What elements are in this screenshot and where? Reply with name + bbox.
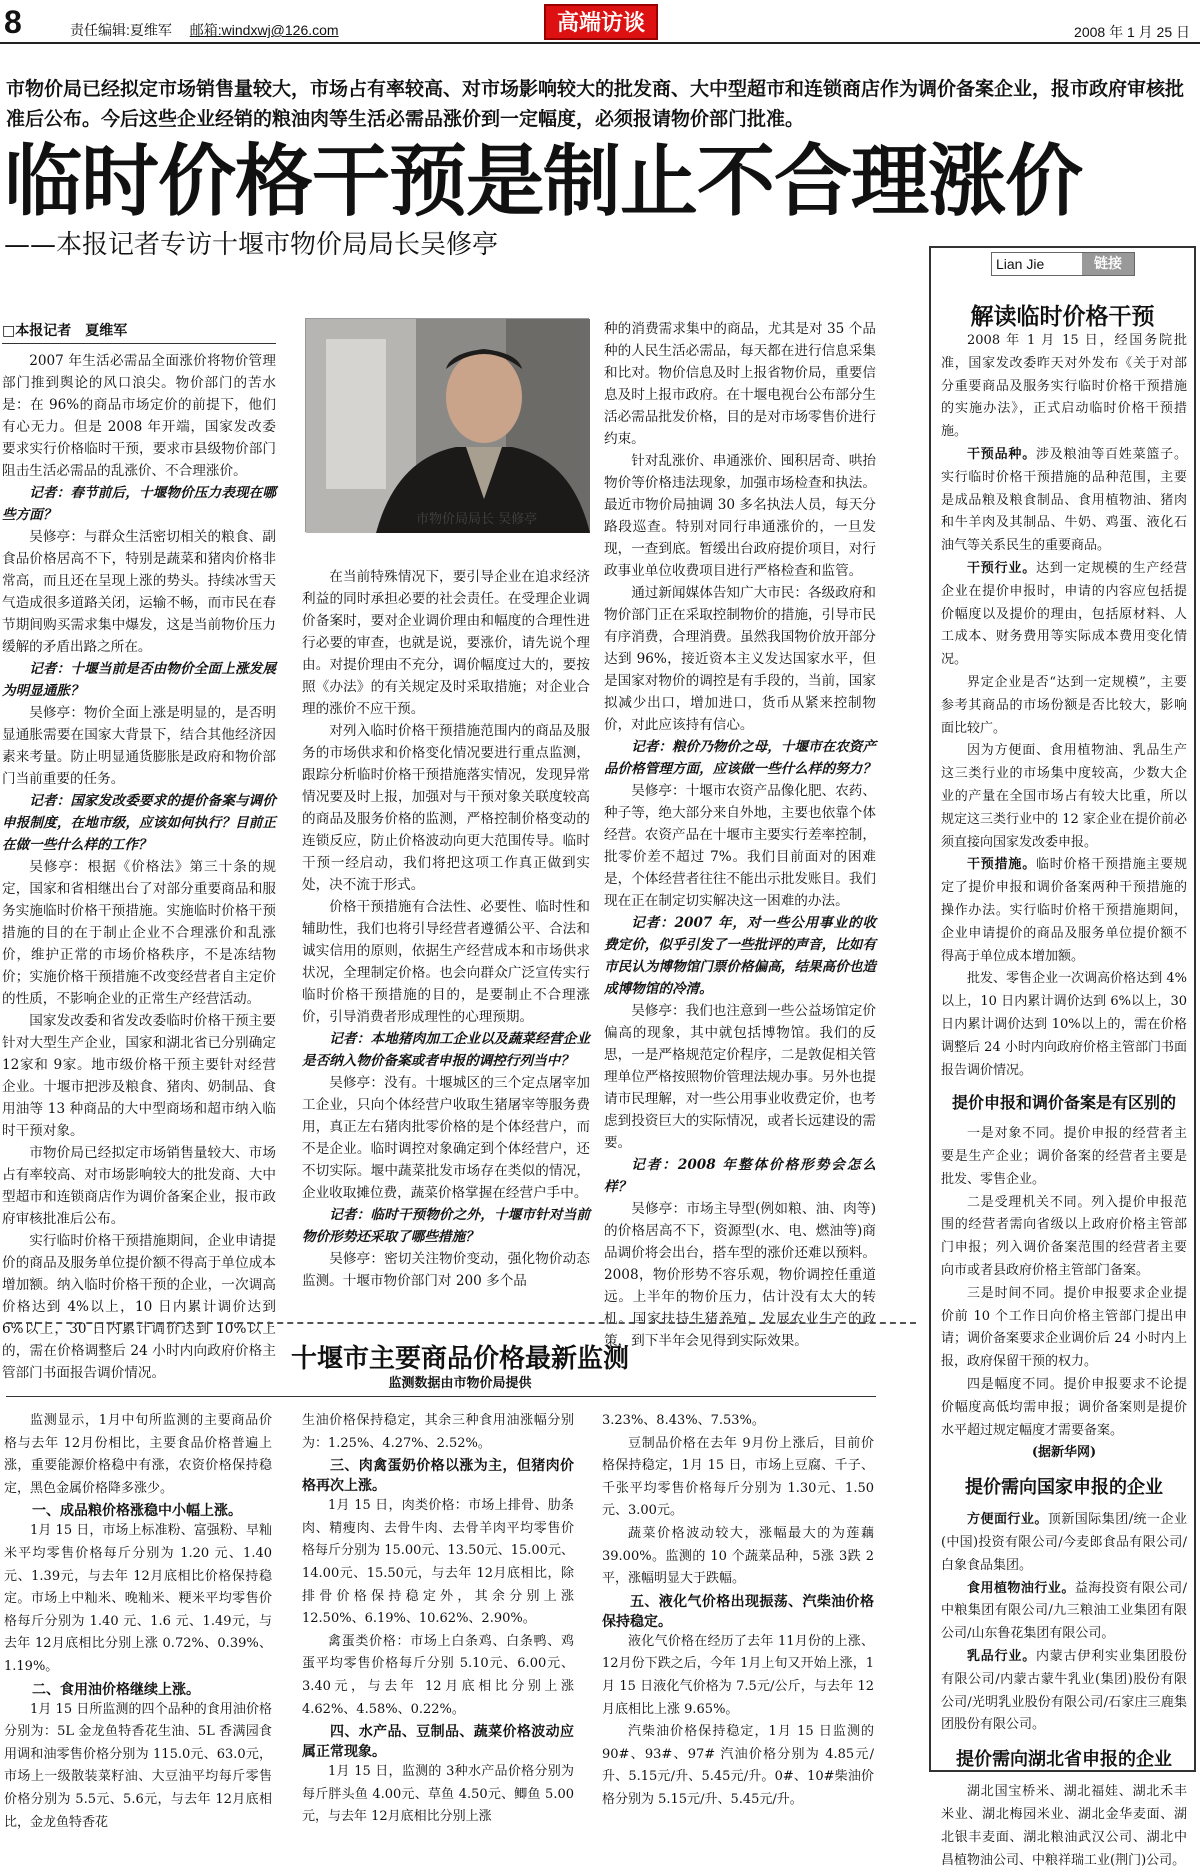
paragraph: 吴修亭：十堰市农资产品像化肥、农药、种子等，绝大部分来自外地，主要也依靠个体经营。农资产品在十堰市主要实行差率控制，批零价差不超过 7%。我们目前面对的困难是，个体经营者往往不能出示批发账目。我们现在正在制定切实解决这一困难的办法。 (604, 783, 876, 909)
paragraph: 价格干预措施有合法性、必要性、临时性和辅助性，我们也将引导经营者遵循公平、合法和诚实信用的原则，依据生产经营成本和市场供求状况，全理制定价格。也会向群众广泛宣传实行临时价格干预措施的目的，是要制止不合理涨价，引导消费者形成理性的心理预期。 (302, 899, 590, 1025)
page-number: 8 (4, 4, 22, 40)
editor-mailbox-link[interactable]: 邮箱:windxwj@126.com (189, 22, 339, 38)
paragraph-lead-term: 乳品行业。 (967, 1649, 1036, 1665)
interview-question: 记者：粮价乃物价之母，十堰市在农资产品价格管理方面，应该做一些什么样的努力？ (604, 739, 876, 777)
paragraph-text: 内蒙古伊利实业集团股份有限公司/内蒙古蒙牛乳业(集团)股份有限公司/光明乳业股份有限公司/石家庄三鹿集团股份有限公司。 (941, 1649, 1187, 1733)
monitor-section-title: 十堰市主要商品价格最新监测 (290, 1344, 629, 1374)
paragraph: 吴修亭：我们也注意到一些公益场馆定价偏高的现象，其中就包括博物馆。我们的反思，一是严格规范定价程序，二是敦促相关管理单位严格按照物价管理法规办事。另外也提请市民理解，对一些公用事业收费定价，也考虑到投资巨大的实际情况，或者长远建设的需要。 (604, 1003, 876, 1151)
paragraph: 对列入临时价格干预措施范围内的商品及服务的市场供求和价格变化情况要进行重点监测，跟踪分析临时价格干预措施落实情况，发现异常情况要及时上报，加强对与干预对象关联度较高的商品及服务价格的监测，严格控制价格变动的连锁反应，防止价格波动向更大范围传导。临时干预一经启动，我们将把这项工作真正做到实处，决不流于形式。 (302, 723, 590, 893)
paragraph-lead-term: 食用植物油行业。 (967, 1580, 1075, 1596)
paragraph: 2008 年 1 月 15 日，经国务院批准，国家发改委昨天对外发布《关于对部分重要商品及服务实行临时价格干预措施的实施办法》，正式启动临时价格干预措施。 (941, 333, 1187, 440)
interview-question: 记者：国家发改委要求的提价备案与调价申报制度，在地市级，应该如何执行？目前正在做一些什么样的工作？ (2, 793, 276, 853)
paragraph: 吴修亭：物价全面上涨是明显的，是否明显通胀需要在国家大背景下，结合其他经济因素来考量。防止明显通货膨胀是政府和物价部门当前重要的任务。 (2, 705, 276, 787)
monitor-column-3 (602, 1410, 874, 1812)
paragraph: 吴修亭：市场主导型(例如粮、油、肉等)的价格居高不下，资源型(水、电、燃油等)商品调价将会出台，搭车型的涨价还难以预料。2008，物价形势不容乐观，物价调控任重道远。上半年的物价压力，估计没有太大的转机。国家扶持生猪养殖，发展农业生产的政策，到下半年会见得到实际效果。 (604, 1201, 876, 1349)
paragraph: 四是幅度不同。提价申报要求不论提价幅度高低均需申报；调价备案则是提价水平超过规定幅度才需要备案。 (941, 1377, 1187, 1438)
paragraph: 汽柴油价格保持稳定，1月 15 日监测的 90#、93#、97# 汽油价格分别为 4.85元/升、5.15元/升、5.45元/升。0#、10#柴油价格分别为 5.15元/升、5.45元/升。 (602, 1724, 874, 1807)
interview-question: 记者：2007 年，对一些公用事业的收费定价，似乎引发了一些批评的声音，比如有市民认为博物馆门票价格偏高，结果高价也造成博物馆的冷清。 (604, 915, 876, 997)
paragraph (941, 1509, 1187, 1577)
issue-date: 2008 年 1 月 25 日 (1074, 24, 1190, 40)
paragraph-lead-term: 干预行业。 (967, 560, 1036, 576)
subheading: 五、液化气价格出现振荡、汽柴油价格保持稳定。 (602, 1593, 874, 1630)
portrait-image (306, 319, 590, 533)
paragraph: 因为方便面、食用植物油、乳品生产这三类行业的市场集中度较高，少数大企业的产量在全国市场占有较大比重，所以规定这三类行业中的 12 家企业在提价前必须直接向国家发改委申报。 (941, 743, 1187, 850)
paragraph (941, 1646, 1187, 1737)
sub-headline: ——本报记者专访十堰市物价局局长吴修亭 (4, 230, 499, 260)
paragraph: 吴修亭：密切关注物价变动，强化物价动态监测。十堰市物价部门对 200 多个品 (302, 1251, 590, 1289)
paragraph-lead-term: 方便面行业。 (967, 1512, 1048, 1528)
section-rule (6, 1396, 876, 1397)
lead-paragraph: 市物价局已经拟定市场销售量较大，市场占有率较高、对市场影响较大的批发商、大中型超市和连锁商店作为调价备案企业，报市政府审核批准后公布。今后这些企业经销的粮油肉等生活必需品涨价到一定幅度，必须报请物价部门批准。 (6, 78, 1185, 130)
paragraph: 1月 15 日，监测的 3种水产品价格分别为每斤胖头鱼 4.00元、草鱼 4.50元、鲫鱼 5.00元，与去年 12月底相比分别上涨 (302, 1764, 574, 1825)
subheading: 提价需向国家申报的企业 (965, 1477, 1163, 1499)
paragraph: 1月 15 日，肉类价格：市场上排骨、肋条肉、精瘦肉、去骨牛肉、去骨羊肉平均零售价格每斤分别为 15.00元、13.50元、15.00元、14.00元、15.50元，与去年 12月底相比，除排骨价格保持稳定外，其余分别上涨 12.50%、6.19%、10.62%、2.90%。 (302, 1498, 574, 1627)
paragraph-text: 达到一定规模的生产经营企业在提价申报时，申请的内容应包括提价幅度以及提价的理由，包括原材料、人工成本、财务费用等实际成本费用变化情况。 (941, 560, 1187, 668)
paragraph-text: 顶新国际集团/统一企业(中国)投资有限公司/今麦郎食品有限公司/白象食品集团。 (941, 1512, 1187, 1573)
subheading: 三、肉禽蛋奶价格以涨为主，但猪肉价格再次上涨。 (302, 1458, 574, 1495)
monitor-column-1 (4, 1410, 272, 1834)
paragraph-lead-term: 干预品种。 (967, 446, 1036, 462)
subheading: 一、成品粮价格涨稳中小幅上涨。 (32, 1503, 242, 1520)
paragraph (941, 1578, 1187, 1646)
link-pinyin: Lian Jie (996, 256, 1045, 272)
sidebar-box (929, 246, 1196, 1868)
paragraph: 生油价格保持稳定，其余三种食用油涨幅分别为：1.25%、4.27%、2.52%。 (302, 1413, 574, 1451)
interview-question: 记者：本地猪肉加工企业以及蔬菜经营企业是否纳入物价备案或者申报的调控行列当中？ (302, 1031, 590, 1069)
subheading: 提价需向湖北省申报的企业 (956, 1749, 1172, 1771)
paragraph: 通过新闻媒体告知广大市民：各级政府和物价部门正在采取控制物价的措施，引导市民有序消费，合理消费。虽然我国物价放开部分达到 96%，接近资本主义发达国家水平，但是国家对物价的调控是有手段的，当前，国家拟减少出口，增加进口，货币从紧来控制物价，对此应该持有信心。 (604, 585, 876, 733)
paragraph (941, 444, 1187, 558)
sidebar-title: 解读临时价格干预 (970, 304, 1155, 330)
subheading: 二、食用油价格继续上涨。 (32, 1681, 200, 1698)
subheading: 四、水产品、豆制品、蔬菜价格波动应属正常现象。 (302, 1724, 574, 1761)
article-column-1 (2, 350, 276, 1384)
editor-name: 责任编辑:夏维军 (70, 22, 172, 38)
paragraph-text: 益海投资有限公司/中粮集团有限公司/九三粮油工业集团有限公司/山东鲁花集团有限公司。 (941, 1580, 1187, 1642)
monitor-column-2 (302, 1410, 574, 1829)
page-header (0, 0, 1200, 44)
paragraph: 吴修亭：根据《价格法》第三十条的规定，国家和省相继出台了对部分重要商品和服务实施临时价格干预措施。实施临时价格干预措施的目的在于制止企业不合理涨价和乱涨价，维护正常的市场价格秩序，不是冻结物价；实施价格干预措施不改变经营者自主定价的性质，不影响企业的正常生产经营活动。 (2, 859, 276, 1007)
paragraph-lead-term: 干预措施。 (967, 857, 1036, 873)
paragraph: 三是时间不同。提价申报要求企业提价前 10 个工作日向价格主管部门提出申请；调价备案要求企业调价后 24 小时内上报，政府保留干预的权力。 (941, 1285, 1187, 1370)
portrait-photo (305, 318, 589, 532)
interview-question: 记者：春节前后，十堰物价压力表现在哪些方面？ (2, 485, 276, 523)
interview-question: 记者：十堰当前是否由物价全面上涨发展为明显通胀？ (2, 661, 276, 699)
paragraph: 蔬菜价格波动较大，涨幅最大的为莲藕 39.00%。监测的 10 个蔬菜品种，5涨 3跌 2平，涨幅明显大于跌幅。 (602, 1525, 874, 1587)
main-headline: 临时价格干预是制止不合理涨价 (4, 137, 1083, 227)
paragraph: 吴修亭：与群众生活密切相关的粮食、副食品价格居高不下，特别是蔬菜和猪肉价格非常高，而且还在呈现上涨的势头。持续冰雪天气造成很多道路关闭，运输不畅，而市民在春节期间购买需求集中爆发，这是当前物价压力缓解的矛盾出路之所在。 (2, 529, 276, 655)
subheading: 提价申报和调价备案是有区别的 (951, 1093, 1176, 1113)
section-badge: 高端访谈 (544, 4, 658, 40)
paragraph: 监测显示，1月中旬所监测的主要商品价格与去年 12月份相比，主要食品价格普遍上涨，重要能源价格稳中有涨，农资价格保持稳定，黑色金属价格降多涨少。 (4, 1413, 272, 1496)
paragraph: 界定企业是否“达到一定规模”，主要参考其商品的市场份额是否比较大，影响面比较广。 (941, 674, 1187, 736)
link-tag: 链接 (1082, 253, 1134, 275)
paragraph: 豆制品价格在去年 9月份上涨后，目前价格保持稳定，1月 15 日，市场上豆腐、千子、千张平均零售价格每斤分别为 1.30元、1.50元、3.00元。 (602, 1435, 874, 1519)
paragraph: 禽蛋类价格：市场上白条鸡、白条鸭、鸡蛋平均零售价格每斤分别 5.10元、6.00元、3.40元，与去年 12月底相比分别上涨 4.62%、4.58%、0.22%。 (302, 1633, 574, 1717)
editor-info (70, 20, 353, 40)
monitor-section-subtitle: 监测数据由市物价局提供 (388, 1376, 532, 1391)
paragraph: 3.23%、8.43%、7.53%。 (602, 1413, 765, 1428)
photo-caption: 市物价局局长 吴修亭 (416, 512, 538, 527)
paragraph: 2007 年生活必需品全面涨价将物价管理部门推到舆论的风口浪尖。物价部门的苦水是：在 96%的商品市场定价的前提下，他们有心无力。但是 2008 年开端，国家发改委要求实行价格临时干预，要求市县级物价部门阻击生活必需品的乱涨价、不合理涨价。 (2, 353, 276, 479)
paragraph: 市物价局已经拟定市场销售量较大、市场占有率较高、对市场影响较大的批发商、大中型超市和连锁商店作为调价备案企业，报市政府审核批准后公布。 (2, 1145, 276, 1227)
article-column-2 (302, 566, 590, 1292)
interview-question: 记者：2008 年整体价格形势会怎么样？ (604, 1157, 876, 1195)
byline: □本报记者 夏维军 (2, 320, 276, 344)
paragraph: 针对乱涨价、串通涨价、囤积居奇、哄抬物价等价格违法现象，加强市场检查和执法。最近市物价局抽调 30 多名执法人员，每天分路段巡查。特别对同行串通涨价的，一旦发现，一查到底。暂缓出台政府提价项目，对行政事业单位收费项目进行严格检查和监管。 (604, 453, 876, 579)
section-divider (6, 1322, 916, 1324)
paragraph (941, 854, 1187, 968)
paragraph: 二是受理机关不同。列入提价申报范围的经营者需向省级以上政府价格主管部门申报；列入调价备案范围的经营者主要向市或者县政府价格主管部门备案。 (941, 1194, 1187, 1279)
paragraph-text: 涉及粮油等百姓菜篮子。实行临时价格干预措施的品种范围，主要是成品粮及粮食制品、食用植物油、猪肉和牛羊肉及其制品、牛奶、鸡蛋、液化石油气等关系民生的重要商品。 (941, 446, 1187, 554)
article-column-3 (604, 318, 876, 1352)
link-label (991, 252, 1135, 276)
paragraph: 批发、零售企业一次调高价格达到 4%以上，10 日内累计调价达到 6%以上，30 日内累计调价达到 10%以上的，需在价格调整后 24 小时内向政府价格主管部门书面报告调价情况。 (941, 971, 1187, 1078)
source-note: (据新华网) (1031, 1445, 1097, 1461)
paragraph: 一是对象不同。提价申报的经营者主要是生产企业；调价备案的经营者主要是批发、零售企业。 (941, 1126, 1187, 1187)
interview-question: 记者：临时干预物价之外，十堰市针对当前物价形势还采取了哪些措施？ (302, 1207, 590, 1245)
paragraph: 液化气价格在经历了去年 11月份的上涨、12月份下跌之后，今年 1月上旬又开始上涨，1月 15 日液化气价格为 7.5元/公斤，与去年 12月底相比上涨 9.65%。 (602, 1633, 874, 1717)
paragraph: 国家发改委和省发改委临时价格干预主要针对大型生产企业，国家和湖北省已分别确定 12家和 9家。地市级价格干预主要针对经营企业。十堰市把涉及粮食、猪肉、奶制品、食用油等 13 种商品的大中型商场和超市纳入临时干预对象。 (2, 1013, 276, 1139)
sidebar-body (941, 330, 1187, 1872)
paragraph: 在当前特殊情况下，要引导企业在追求经济利益的同时承担必要的社会责任。在受理企业调价备案时，要对企业调价理由和幅度的合理性进行必要的审查，也就是说，要涨价，请先说个理由。对提价理由不充分，调价幅度过大的，要按照《办法》的有关规定及时采取措施；对企业合理的涨价不应干预。 (302, 569, 590, 717)
paragraph (941, 558, 1187, 672)
paragraph-text: 临时价格干预措施主要规定了提价申报和调价备案两种干预措施的操作办法。实行临时价格干预措施期间，企业申请提价的商品及服务单位提价额不得高于单位成本增加额。 (941, 857, 1187, 964)
paragraph: 吴修亭：没有。十堰城区的三个定点屠宰加工企业，只向个体经营户收取生猪屠宰等服务费用，真正左右猪肉批零价格的是个体经营户，而不是企业。临时调控对象确定到个体经营户，还不切实际。堰中蔬菜批发市场存在类似的情况，企业收取摊位费，蔬菜价格掌握在经营户手中。 (302, 1075, 590, 1201)
paragraph: 1月 15 日所监测的四个品种的食用油价格分别为：5L 金龙鱼特香花生油、5L 香满园食用调和油零售价格分别为 115.0元、63.0元，市场上一级散装菜籽油、大豆油平均每斤零售价格分别为 5.5元、5.6元，与去年 12月底相比，金龙鱼特香花 (4, 1701, 272, 1830)
paragraph: 实行临时价格干预措施期间，企业申请提价的商品及服务单位提价额不得高于单位成本增加额。纳入临时价格干预的企业，一次调高价格达到 4%以上，10 日内累计调价达到 6%以上，30 日内累计调价达到 10%以上的，需在价格调整后 24 小时内向政府价格主管部门书面报告调价情况。 (2, 1233, 276, 1381)
paragraph: 1月 15 日，市场上标准粉、富强粉、早籼米平均零售价格每斤分别为 1.20 元、1.40 元、1.39元，与去年 12月底相比价格保持稳定。市场上中籼米、晚籼米、粳米平均零售价格每斤分别为 1.40 元、1.6 元、1.49元，与去年 12月底相比分别上涨 0.72%、0.39%、1.19%。 (4, 1523, 272, 1674)
paragraph: 种的消费需求集中的商品，尤其是对 35 个品种的人民生活必需品，每天都在进行信息采集和比对。物价信息及时上报省物价局，重要信息及时上报市政府。在十堰电视台公布部分生活必需品批发价格，目的是对市场零售价进行约束。 (604, 321, 876, 447)
paragraph: 湖北国宝桥米、湖北福娃、湖北禾丰米业、湖北梅园米业、湖北金华麦面、湖北银丰麦面、湖北粮油武汉公司、湖北中昌植物油公司、中粮祥瑞工业(荆门)公司。 (941, 1784, 1187, 1868)
